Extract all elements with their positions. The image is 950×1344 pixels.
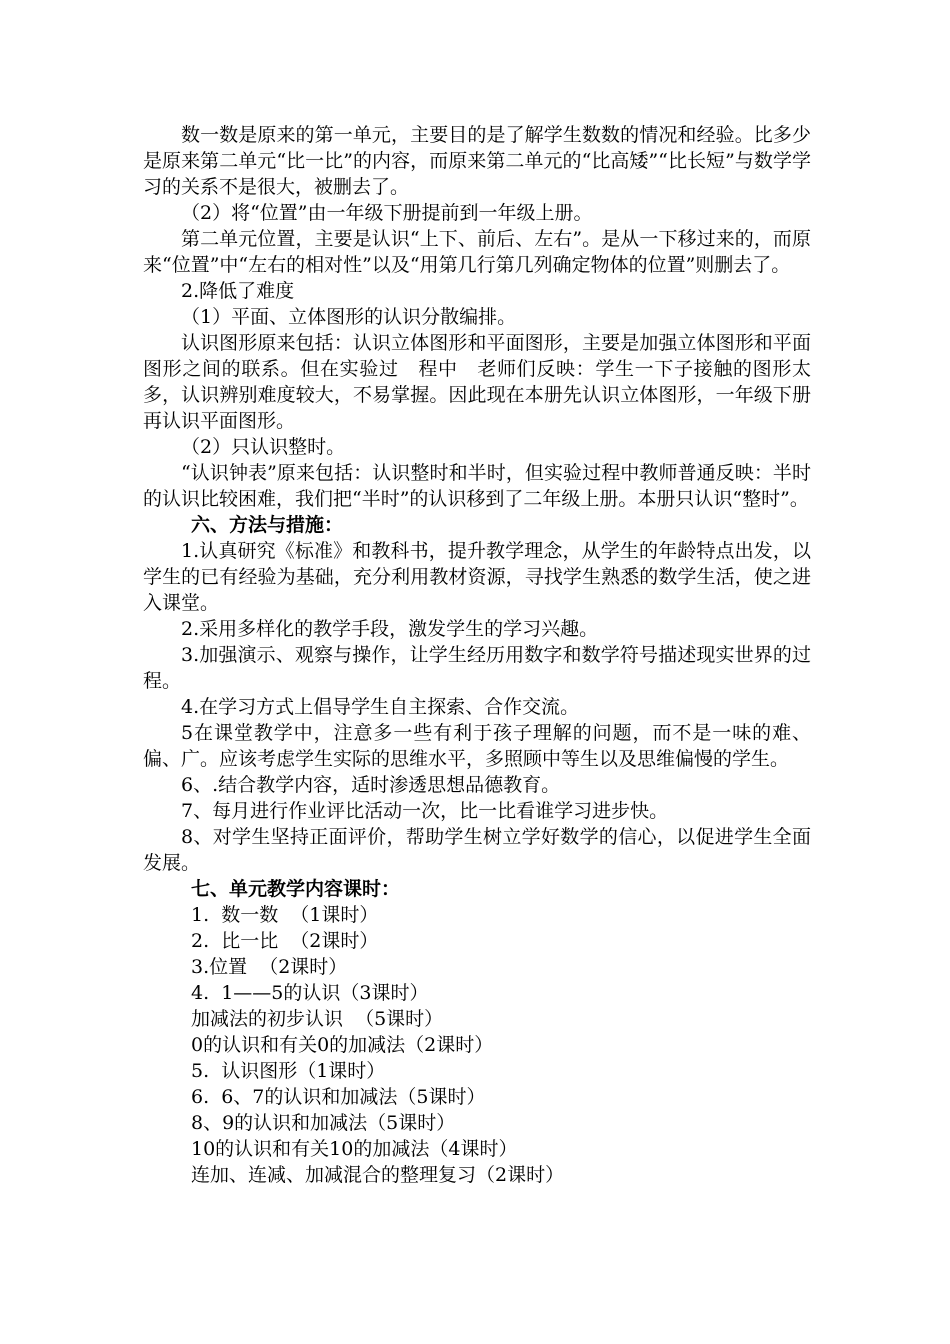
paragraph-3: 第二单元位置，主要是认识“上下、前后、左右”。是从一下移过来的，而原来“位置”中“左右的相对性”以及“用第几行第几列确定物体的位置”则删去了。: [143, 228, 811, 276]
paragraph-8: “认识钟表”原来包括：认识整时和半时，但实验过程中教师普通反映：半时的认识比较困难，我们把“半时”的认识移到了二年级上册。本册只认识“整时”。: [143, 462, 811, 510]
paragraph-13: 4.在学习方式上倡导学生自主探索、合作交流。: [181, 696, 580, 718]
paragraph-5: （1）平面、立体图形的认识分散编排。: [181, 306, 517, 328]
list-item: 0的认识和有关0的加减法（2课时）: [191, 1034, 494, 1056]
section-heading-unit-hours: 七、单元教学内容课时：: [191, 878, 401, 900]
list-item: 加减法的初步认识 （5课时）: [191, 1008, 444, 1030]
section-heading-methods: 六、方法与措施：: [191, 514, 344, 536]
paragraph-12: 3.加强演示、观察与操作，让学生经历用数字和数学符号描述现实世界的过程。: [143, 644, 811, 692]
document-page: [143, 122, 811, 1188]
list-item: 10的认识和有关10的加减法（4课时）: [191, 1138, 518, 1160]
paragraph-17: 8、对学生坚持正面评价，帮助学生树立学好数学的信心，以促进学生全面发展。: [143, 826, 811, 874]
paragraph-16: 7、每月进行作业评比活动一次，比一比看谁学习进步快。: [181, 800, 669, 822]
list-item: 4. 1——5的认识（3课时）: [191, 982, 429, 1004]
list-item: 1. 数一数 （1课时）: [191, 904, 379, 926]
paragraph-6: 认识图形原来包括：认识立体图形和平面图形，主要是加强立体图形和平面图形之间的联系。但在实验过 程中 老师们反映：学生一下子接触的图形太多，认识辨别难度较大，不易掌握。因此现在本册先认识立体图形，一年级下册再认识平面图形。: [143, 332, 811, 432]
list-item: 连加、连减、加减混合的整理复习（2课时）: [191, 1164, 565, 1186]
paragraph-2: （2）将“位置”由一年级下册提前到一年级上册。: [181, 202, 593, 224]
list-item: 3.位置 （2课时）: [191, 956, 348, 978]
paragraph-1: 数一数是原来的第一单元，主要目的是了解学生数数的情况和经验。比多少是原来第二单元“比一比”的内容，而原来第二单元的“比高矮”“比长短”与数学学习的关系不是很大，被删去了。: [143, 124, 811, 198]
paragraph-7: （2）只认识整时。: [181, 436, 346, 458]
paragraph-15: 6、.结合教学内容，适时渗透思想品德教育。: [181, 774, 561, 796]
paragraph-10: 1.认真研究《标准》和教科书，提升教学理念，从学生的年龄特点出发，以学生的已有经验为基础，充分利用教材资源，寻找学生熟悉的数学生活，使之进入课堂。: [143, 540, 811, 614]
paragraph-11: 2.采用多样化的教学手段，激发学生的学习兴趣。: [181, 618, 599, 640]
list-item: 8、9的认识和加减法（5课时）: [191, 1112, 456, 1134]
list-item: 5. 认识图形（1课时）: [191, 1060, 386, 1082]
list-item: 6. 6、7的认识和加减法（5课时）: [191, 1086, 486, 1108]
paragraph-14: 5在课堂教学中，注意多一些有利于孩子理解的问题，而不是一味的难、偏、广。应该考虑学生实际的思维水平，多照顾中等生以及思维偏慢的学生。: [143, 722, 811, 770]
list-item: 2. 比一比 （2课时）: [191, 930, 379, 952]
paragraph-4: 2.降低了难度: [181, 280, 295, 302]
